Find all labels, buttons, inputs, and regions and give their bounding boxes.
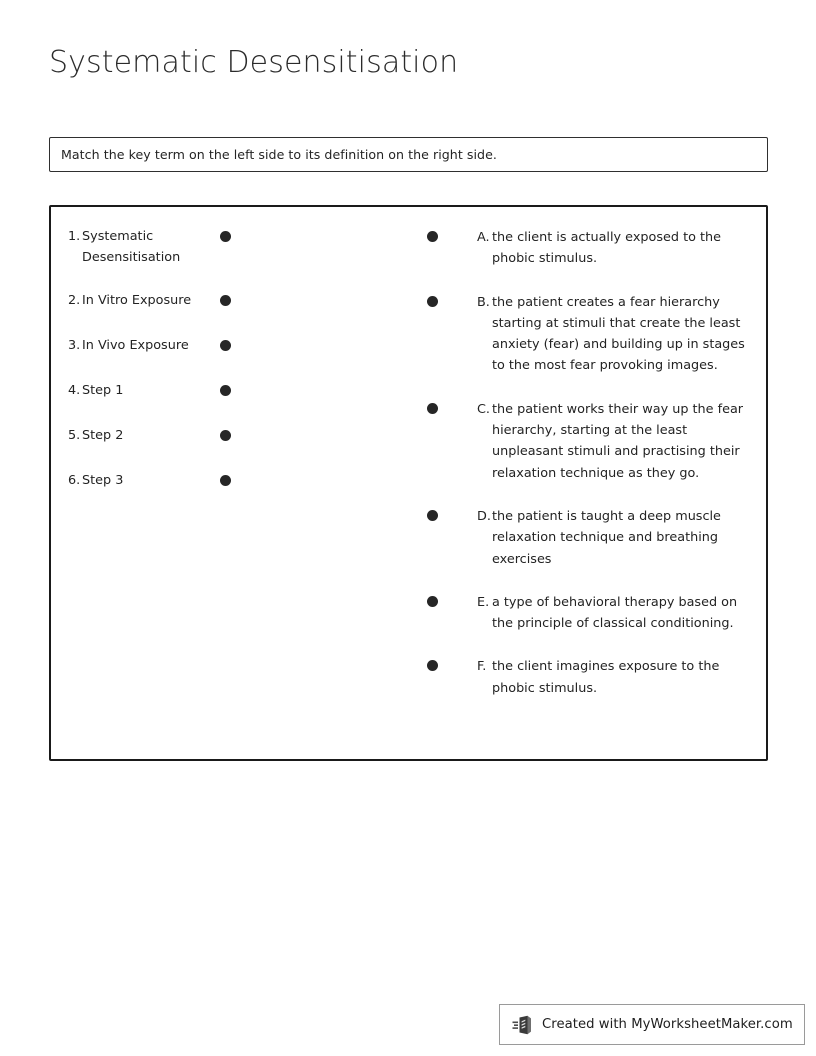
definition-text [477, 292, 749, 377]
footer-watermark-badge[interactable] [499, 1004, 805, 1045]
definition-letter: F. [477, 659, 487, 675]
connector-dot-icon[interactable] [427, 296, 438, 307]
term-row[interactable] [66, 381, 296, 403]
term-connector[interactable] [220, 227, 260, 242]
definition-body: the patient creates a fear hierarchy starting at stimuli that create the least anxiety (fear) and building up in stages to the most fear provoking images. [492, 294, 745, 374]
definition-text [477, 399, 749, 484]
connector-dot-icon[interactable] [220, 231, 231, 242]
term-number: 2. [68, 293, 81, 308]
term-number: 3. [68, 338, 81, 353]
definition-connector[interactable] [427, 592, 477, 607]
definition-row[interactable] [427, 227, 749, 270]
connector-dot-icon[interactable] [427, 660, 438, 671]
term-label: Step 3 [82, 473, 124, 488]
term-number: 4. [68, 383, 81, 398]
connector-dot-icon[interactable] [427, 403, 438, 414]
definition-body: the patient works their way up the fear hierarchy, starting at the least unpleasant stimuli and practising their relaxation technique as they go. [492, 401, 744, 481]
term-label: Systematic Desensitisation [82, 229, 181, 265]
definition-row[interactable] [427, 656, 749, 699]
definition-text [477, 506, 749, 570]
connector-dot-icon[interactable] [220, 430, 231, 441]
term-number: 1. [68, 229, 81, 244]
term-text [66, 291, 220, 312]
connector-dot-icon[interactable] [220, 475, 231, 486]
term-label: Step 2 [82, 428, 124, 443]
footer-text: Created with MyWorksheetMaker.com [542, 1017, 793, 1032]
definition-connector[interactable] [427, 292, 477, 307]
term-row[interactable] [66, 291, 296, 313]
definition-letter: C. [477, 401, 491, 417]
terms-column [66, 227, 296, 516]
definition-body: the client imagines exposure to the phobic stimulus. [492, 659, 720, 696]
definition-text [477, 227, 749, 270]
definition-body: the client is actually exposed to the phobic stimulus. [492, 230, 721, 267]
connector-dot-icon[interactable] [427, 510, 438, 521]
definition-connector[interactable] [427, 399, 477, 414]
connector-dot-icon[interactable] [220, 385, 231, 396]
definition-row[interactable] [427, 592, 749, 635]
term-connector[interactable] [220, 336, 260, 351]
worksheet-maker-logo-icon [512, 1013, 536, 1037]
connector-dot-icon[interactable] [427, 231, 438, 242]
definition-connector[interactable] [427, 506, 477, 521]
definition-row[interactable] [427, 292, 749, 377]
definition-letter: D. [477, 508, 491, 524]
definition-body: a type of behavioral therapy based on the principle of classical conditioning. [492, 594, 738, 632]
term-row[interactable] [66, 227, 296, 268]
term-text [66, 471, 220, 492]
term-label: In Vitro Exposure [82, 293, 192, 308]
connector-dot-icon[interactable] [220, 340, 231, 351]
term-text [66, 227, 220, 268]
term-connector[interactable] [220, 426, 260, 441]
definition-row[interactable] [427, 399, 749, 484]
definition-row[interactable] [427, 506, 749, 570]
term-label: In Vivo Exposure [82, 338, 189, 353]
term-text [66, 336, 220, 357]
term-row[interactable] [66, 336, 296, 358]
matching-exercise-box [49, 205, 768, 761]
term-connector[interactable] [220, 291, 260, 306]
definition-letter: E. [477, 594, 490, 610]
term-text [66, 426, 220, 447]
term-connector[interactable] [220, 471, 260, 486]
instruction-text: Match the key term on the left side to its definition on the right side. [61, 147, 497, 162]
term-connector[interactable] [220, 381, 260, 396]
term-label: Step 1 [82, 383, 124, 398]
term-number: 5. [68, 428, 81, 443]
definition-text [477, 592, 749, 635]
definition-text [477, 656, 749, 699]
definition-connector[interactable] [427, 227, 477, 242]
connector-dot-icon[interactable] [427, 596, 438, 607]
term-text [66, 381, 220, 402]
instruction-box [49, 137, 768, 172]
definition-letter: A. [477, 230, 490, 245]
definition-body: the patient is taught a deep muscle relaxation technique and breathing exercises [492, 508, 721, 567]
definition-letter: B. [477, 294, 490, 310]
definition-connector[interactable] [427, 656, 477, 671]
term-row[interactable] [66, 471, 296, 493]
term-number: 6. [68, 473, 81, 488]
term-row[interactable] [66, 426, 296, 448]
page-title: Systematic Desensitisation [49, 45, 459, 80]
connector-dot-icon[interactable] [220, 295, 231, 306]
definitions-column [427, 227, 749, 721]
